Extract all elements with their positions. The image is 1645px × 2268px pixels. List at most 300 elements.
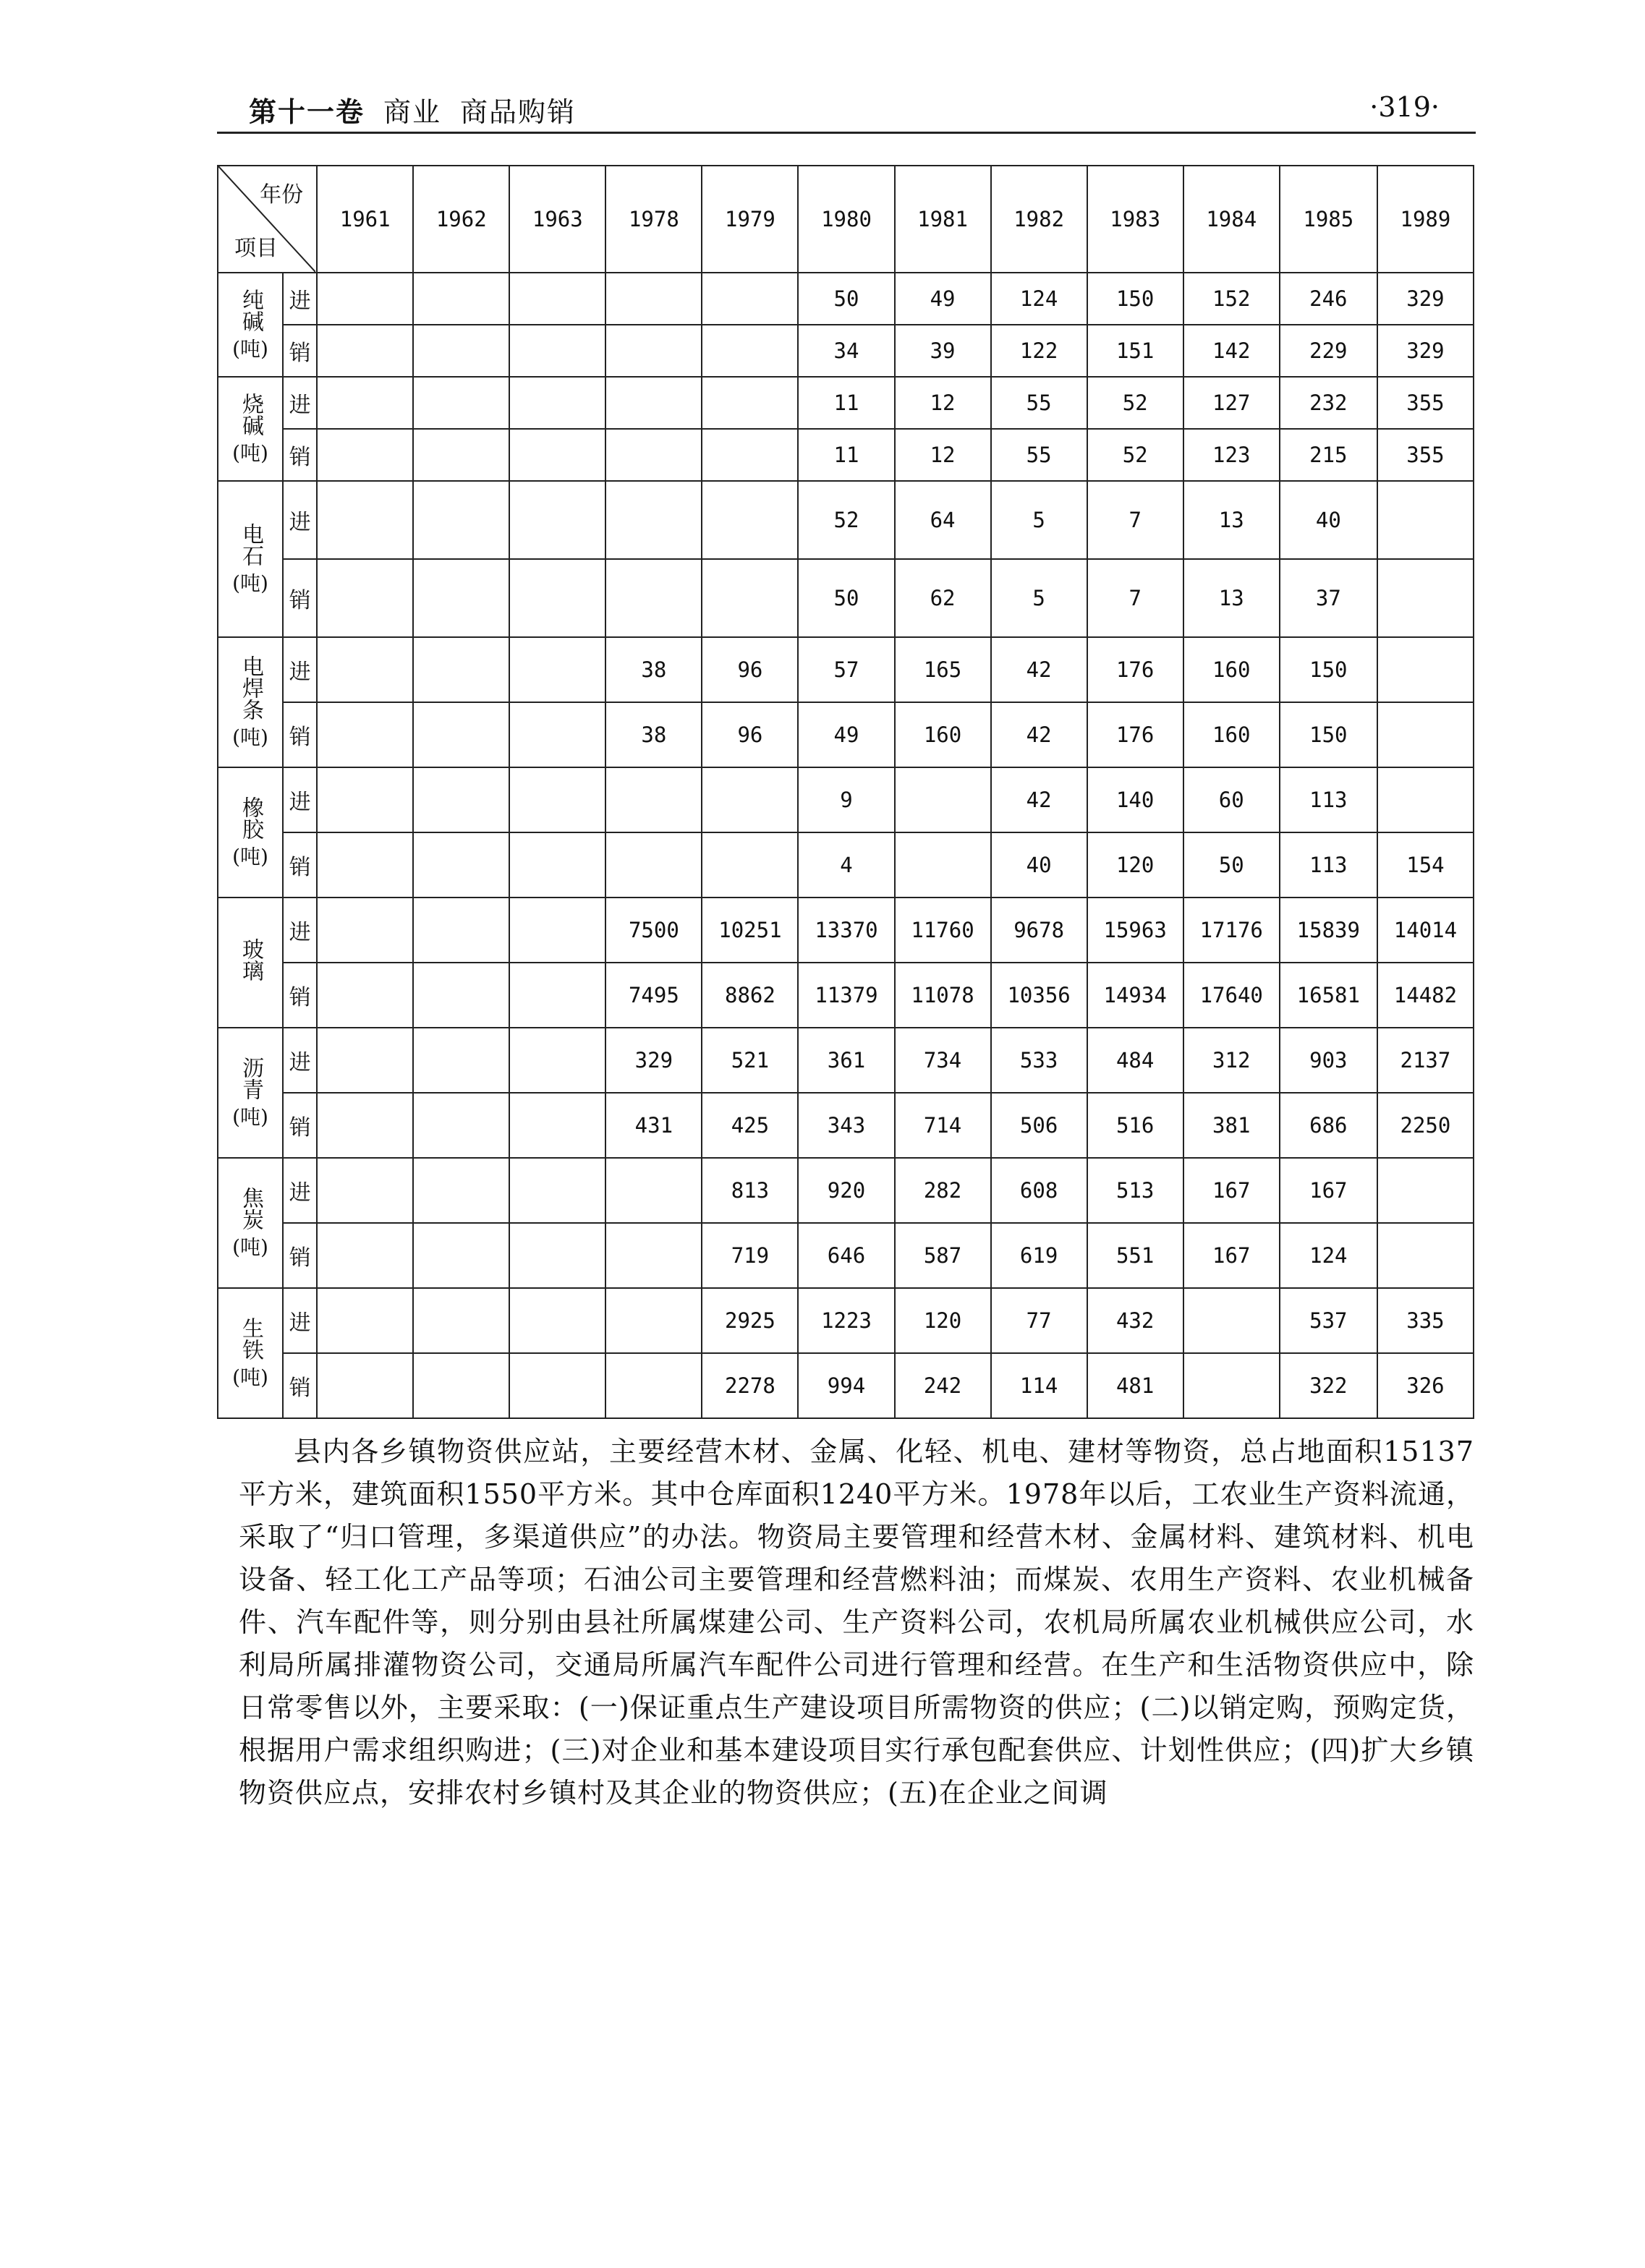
value-cell: 9 (798, 767, 894, 832)
item-name-cell (218, 898, 283, 1028)
value-cell (509, 1288, 605, 1353)
value-cell (1183, 1353, 1280, 1418)
value-cell: 154 (1377, 832, 1474, 898)
corner-cell (218, 166, 317, 273)
year-header: 1981 (895, 166, 991, 273)
value-cell (509, 702, 605, 767)
purchase-label: 进 (283, 377, 317, 429)
value-cell: 355 (1377, 429, 1474, 481)
value-cell: 34 (798, 325, 894, 377)
value-cell: 55 (991, 377, 1087, 429)
value-cell (1377, 702, 1474, 767)
value-cell (895, 832, 991, 898)
value-cell: 42 (991, 637, 1087, 702)
sales-label: 销 (283, 1353, 317, 1418)
value-cell (413, 325, 509, 377)
value-cell (509, 832, 605, 898)
item-name: 沥青 (238, 1056, 264, 1100)
value-cell (605, 832, 702, 898)
value-cell: 587 (895, 1223, 991, 1288)
value-cell: 140 (1087, 767, 1183, 832)
value-cell: 150 (1280, 637, 1377, 702)
value-cell: 113 (1280, 832, 1377, 898)
value-cell: 2925 (702, 1288, 798, 1353)
value-cell (509, 637, 605, 702)
value-cell: 12 (895, 377, 991, 429)
value-cell (509, 1223, 605, 1288)
value-cell: 7 (1087, 481, 1183, 559)
item-name: 玻璃 (238, 937, 264, 981)
item-name: 纯碱 (238, 288, 264, 332)
value-cell: 7 (1087, 559, 1183, 637)
value-cell (509, 377, 605, 429)
item-name: 电焊条 (238, 655, 264, 720)
value-cell: 355 (1377, 377, 1474, 429)
value-cell (413, 429, 509, 481)
value-cell (605, 559, 702, 637)
item-unit: (吨) (232, 1235, 268, 1260)
value-cell: 322 (1280, 1353, 1377, 1418)
value-cell: 246 (1280, 273, 1377, 325)
value-cell (317, 559, 413, 637)
value-cell: 49 (798, 702, 894, 767)
value-cell: 2278 (702, 1353, 798, 1418)
value-cell (317, 963, 413, 1028)
table-row (218, 1353, 1474, 1418)
item-name-cell (218, 637, 283, 767)
value-cell (317, 1288, 413, 1353)
value-cell: 2137 (1377, 1028, 1474, 1093)
value-cell: 38 (605, 702, 702, 767)
table-row (218, 898, 1474, 963)
value-cell: 7500 (605, 898, 702, 963)
value-cell: 42 (991, 767, 1087, 832)
value-cell: 12 (895, 429, 991, 481)
value-cell: 7495 (605, 963, 702, 1028)
value-cell (702, 429, 798, 481)
value-cell (702, 832, 798, 898)
year-header: 1978 (605, 166, 702, 273)
table-row (218, 1223, 1474, 1288)
value-cell (605, 273, 702, 325)
value-cell: 329 (1377, 325, 1474, 377)
value-cell (317, 1353, 413, 1418)
value-cell (317, 377, 413, 429)
item-unit: (吨) (232, 725, 268, 750)
item-name: 烧碱 (238, 392, 264, 436)
year-header: 1980 (798, 166, 894, 273)
value-cell: 537 (1280, 1288, 1377, 1353)
year-header: 1989 (1377, 166, 1474, 273)
purchase-label: 进 (283, 481, 317, 559)
item-name: 焦炭 (238, 1186, 264, 1230)
value-cell: 50 (798, 559, 894, 637)
value-cell: 16581 (1280, 963, 1377, 1028)
value-cell (317, 1028, 413, 1093)
item-unit: (吨) (232, 845, 268, 869)
value-cell (605, 1353, 702, 1418)
value-cell (413, 637, 509, 702)
table-row (218, 637, 1474, 702)
value-cell (605, 1223, 702, 1288)
value-cell: 619 (991, 1223, 1087, 1288)
value-cell (317, 273, 413, 325)
value-cell (317, 702, 413, 767)
value-cell (1377, 637, 1474, 702)
purchase-label: 进 (283, 1288, 317, 1353)
value-cell: 343 (798, 1093, 894, 1158)
value-cell: 326 (1377, 1353, 1474, 1418)
value-cell: 10251 (702, 898, 798, 963)
value-cell (413, 767, 509, 832)
value-cell (605, 1158, 702, 1223)
value-cell: 52 (1087, 429, 1183, 481)
item-name-cell (218, 377, 283, 481)
value-cell: 14014 (1377, 898, 1474, 963)
value-cell: 1223 (798, 1288, 894, 1353)
value-cell (702, 273, 798, 325)
value-cell (605, 481, 702, 559)
table-row (218, 481, 1474, 559)
value-cell: 96 (702, 702, 798, 767)
body-paragraph: 县内各乡镇物资供应站，主要经营木材、金属、化轻、机电、建材等物资，总占地面积15137平方米，建筑面积1550平方米。其中仓库面积1240平方米。1978年以后，工农业生产资料流通，采取了“归口管理，多渠道供应”的办法。物资局主要管理和经营木材、金属材料、建筑材料、机电设备、轻工化工产品等项；石油公司主要管理和经营燃料油；而煤炭、农用生产资料、农业机械备件、汽车配件等，则分别由县社所属煤建公司、生产资料公司，农机局所属农业机械供应公司，水利局所属排灌物资公司，交通局所属汽车配件公司进行管理和经营。在生产和生活物资供应中，除日常零售以外，主要采取：(一)保证重点生产建设项目所需物资的供应；(二)以销定购，预购定货，根据用户需求组织购进；(三)对企业和基本建设项目实行承包配套供应、计划性供应；(四)扩大乡镇物资供应点，安排农村乡镇村及其企业的物资供应；(五)在企业之间调 (239, 1436, 1474, 1809)
value-cell: 120 (895, 1288, 991, 1353)
value-cell (317, 1158, 413, 1223)
value-cell (413, 1223, 509, 1288)
value-cell: 5 (991, 481, 1087, 559)
value-cell: 50 (798, 273, 894, 325)
value-cell: 329 (1377, 273, 1474, 325)
value-cell: 2250 (1377, 1093, 1474, 1158)
running-title (249, 90, 576, 129)
value-cell (702, 325, 798, 377)
value-cell: 50 (1183, 832, 1280, 898)
value-cell (1377, 559, 1474, 637)
value-cell: 15839 (1280, 898, 1377, 963)
value-cell: 920 (798, 1158, 894, 1223)
table-row (218, 702, 1474, 767)
value-cell (509, 1028, 605, 1093)
value-cell (413, 1353, 509, 1418)
value-cell: 62 (895, 559, 991, 637)
value-cell: 123 (1183, 429, 1280, 481)
year-header: 1984 (1183, 166, 1280, 273)
value-cell (413, 832, 509, 898)
table-row (218, 429, 1474, 481)
body-text (239, 1431, 1474, 1815)
value-cell: 686 (1280, 1093, 1377, 1158)
purchase-label: 进 (283, 767, 317, 832)
value-cell: 381 (1183, 1093, 1280, 1158)
value-cell: 282 (895, 1158, 991, 1223)
sales-label: 销 (283, 325, 317, 377)
year-header: 1982 (991, 166, 1087, 273)
value-cell: 11760 (895, 898, 991, 963)
value-cell: 39 (895, 325, 991, 377)
sales-label: 销 (283, 559, 317, 637)
purchase-label: 进 (283, 637, 317, 702)
value-cell: 165 (895, 637, 991, 702)
value-cell (509, 273, 605, 325)
value-cell (509, 429, 605, 481)
table-row (218, 325, 1474, 377)
value-cell (317, 1093, 413, 1158)
value-cell: 64 (895, 481, 991, 559)
item-name-cell (218, 1028, 283, 1158)
value-cell (317, 325, 413, 377)
table-row (218, 273, 1474, 325)
value-cell (509, 963, 605, 1028)
value-cell: 38 (605, 637, 702, 702)
value-cell: 13370 (798, 898, 894, 963)
value-cell: 176 (1087, 702, 1183, 767)
value-cell (702, 377, 798, 429)
value-cell: 714 (895, 1093, 991, 1158)
item-name-cell (218, 1158, 283, 1288)
value-cell: 329 (605, 1028, 702, 1093)
value-cell: 14934 (1087, 963, 1183, 1028)
item-name: 电石 (238, 522, 264, 566)
value-cell (509, 325, 605, 377)
value-cell (1183, 1288, 1280, 1353)
value-cell (509, 1353, 605, 1418)
value-cell: 17176 (1183, 898, 1280, 963)
value-cell (317, 898, 413, 963)
item-name-cell (218, 767, 283, 898)
value-cell (605, 325, 702, 377)
value-cell (317, 637, 413, 702)
sales-label: 销 (283, 1093, 317, 1158)
value-cell: 60 (1183, 767, 1280, 832)
sales-label: 销 (283, 702, 317, 767)
value-cell: 335 (1377, 1288, 1474, 1353)
value-cell: 11 (798, 377, 894, 429)
value-cell: 14482 (1377, 963, 1474, 1028)
value-cell: 17640 (1183, 963, 1280, 1028)
table-header-row (218, 166, 1474, 273)
value-cell (317, 767, 413, 832)
item-unit: (吨) (232, 571, 268, 596)
value-cell: 361 (798, 1028, 894, 1093)
value-cell (317, 481, 413, 559)
item-name-cell (218, 481, 283, 637)
value-cell (509, 767, 605, 832)
value-cell: 719 (702, 1223, 798, 1288)
purchase-label: 进 (283, 1028, 317, 1093)
year-header: 1985 (1280, 166, 1377, 273)
value-cell: 160 (895, 702, 991, 767)
value-cell (509, 1093, 605, 1158)
table-row (218, 1158, 1474, 1223)
value-cell: 77 (991, 1288, 1087, 1353)
year-header: 1963 (509, 166, 605, 273)
table-row (218, 832, 1474, 898)
value-cell (317, 1223, 413, 1288)
value-cell: 167 (1183, 1223, 1280, 1288)
value-cell: 49 (895, 273, 991, 325)
value-cell: 232 (1280, 377, 1377, 429)
item-unit: (吨) (232, 441, 268, 466)
table-row (218, 963, 1474, 1028)
value-cell: 160 (1183, 702, 1280, 767)
value-cell: 124 (1280, 1223, 1377, 1288)
value-cell: 152 (1183, 273, 1280, 325)
materials-table (217, 165, 1474, 1419)
sales-label: 销 (283, 429, 317, 481)
value-cell: 432 (1087, 1288, 1183, 1353)
value-cell: 167 (1280, 1158, 1377, 1223)
value-cell: 151 (1087, 325, 1183, 377)
value-cell: 40 (991, 832, 1087, 898)
value-cell (605, 767, 702, 832)
section-label: 商业 (383, 96, 442, 128)
value-cell (702, 481, 798, 559)
value-cell (702, 767, 798, 832)
value-cell: 96 (702, 637, 798, 702)
purchase-label: 进 (283, 1158, 317, 1223)
value-cell: 55 (991, 429, 1087, 481)
value-cell: 11 (798, 429, 894, 481)
value-cell: 167 (1183, 1158, 1280, 1223)
value-cell: 52 (798, 481, 894, 559)
value-cell: 113 (1280, 767, 1377, 832)
sales-label: 销 (283, 1223, 317, 1288)
item-unit: (吨) (232, 1365, 268, 1390)
value-cell: 8862 (702, 963, 798, 1028)
value-cell: 994 (798, 1353, 894, 1418)
value-cell: 312 (1183, 1028, 1280, 1093)
value-cell: 229 (1280, 325, 1377, 377)
value-cell (702, 559, 798, 637)
value-cell (1377, 767, 1474, 832)
table-row (218, 767, 1474, 832)
value-cell: 516 (1087, 1093, 1183, 1158)
item-name-cell (218, 273, 283, 377)
value-cell: 551 (1087, 1223, 1183, 1288)
value-cell: 646 (798, 1223, 894, 1288)
value-cell: 608 (991, 1158, 1087, 1223)
year-header: 1983 (1087, 166, 1183, 273)
value-cell: 127 (1183, 377, 1280, 429)
value-cell: 37 (1280, 559, 1377, 637)
value-cell (1377, 1223, 1474, 1288)
table-row (218, 1028, 1474, 1093)
value-cell: 114 (991, 1353, 1087, 1418)
value-cell: 150 (1280, 702, 1377, 767)
value-cell (509, 559, 605, 637)
value-cell (895, 767, 991, 832)
value-cell (413, 481, 509, 559)
value-cell: 533 (991, 1028, 1087, 1093)
value-cell: 903 (1280, 1028, 1377, 1093)
value-cell: 11078 (895, 963, 991, 1028)
value-cell: 521 (702, 1028, 798, 1093)
value-cell: 150 (1087, 273, 1183, 325)
table-row (218, 1093, 1474, 1158)
value-cell: 484 (1087, 1028, 1183, 1093)
table-row (218, 1288, 1474, 1353)
page-header (217, 85, 1476, 130)
value-cell (1377, 1158, 1474, 1223)
value-cell (605, 429, 702, 481)
purchase-label: 进 (283, 273, 317, 325)
value-cell: 57 (798, 637, 894, 702)
value-cell (509, 1158, 605, 1223)
page-number: ·319· (1369, 91, 1440, 123)
value-cell: 9678 (991, 898, 1087, 963)
year-header: 1979 (702, 166, 798, 273)
value-cell: 4 (798, 832, 894, 898)
volume-label: 第十一卷 (249, 96, 365, 128)
value-cell: 120 (1087, 832, 1183, 898)
value-cell (509, 481, 605, 559)
value-cell: 142 (1183, 325, 1280, 377)
value-cell (317, 832, 413, 898)
value-cell: 10356 (991, 963, 1087, 1028)
subsection-label: 商品购销 (460, 96, 577, 128)
value-cell: 813 (702, 1158, 798, 1223)
value-cell: 242 (895, 1353, 991, 1418)
value-cell: 215 (1280, 429, 1377, 481)
value-cell: 431 (605, 1093, 702, 1158)
sales-label: 销 (283, 963, 317, 1028)
value-cell (413, 273, 509, 325)
item-name: 生铁 (238, 1316, 264, 1360)
value-cell: 160 (1183, 637, 1280, 702)
value-cell: 40 (1280, 481, 1377, 559)
header-rule (217, 132, 1476, 134)
value-cell: 15963 (1087, 898, 1183, 963)
value-cell (413, 702, 509, 767)
value-cell (413, 1093, 509, 1158)
value-cell (605, 1288, 702, 1353)
year-header: 1961 (317, 166, 413, 273)
value-cell (413, 559, 509, 637)
value-cell (1377, 481, 1474, 559)
value-cell: 513 (1087, 1158, 1183, 1223)
item-name: 橡胶 (238, 796, 264, 840)
sales-label: 销 (283, 832, 317, 898)
corner-item-label: 项目 (234, 236, 278, 261)
item-unit: (吨) (232, 1105, 268, 1130)
value-cell (413, 898, 509, 963)
value-cell (317, 429, 413, 481)
value-cell: 52 (1087, 377, 1183, 429)
value-cell: 506 (991, 1093, 1087, 1158)
value-cell: 734 (895, 1028, 991, 1093)
value-cell (413, 963, 509, 1028)
purchase-label: 进 (283, 898, 317, 963)
value-cell (413, 377, 509, 429)
corner-year-label: 年份 (260, 182, 304, 208)
table-row (218, 377, 1474, 429)
value-cell (509, 898, 605, 963)
value-cell: 11379 (798, 963, 894, 1028)
value-cell: 425 (702, 1093, 798, 1158)
value-cell: 42 (991, 702, 1087, 767)
item-unit: (吨) (232, 337, 268, 362)
value-cell (605, 377, 702, 429)
year-header: 1962 (413, 166, 509, 273)
item-name-cell (218, 1288, 283, 1418)
value-cell: 122 (991, 325, 1087, 377)
value-cell (413, 1028, 509, 1093)
value-cell: 481 (1087, 1353, 1183, 1418)
value-cell: 13 (1183, 481, 1280, 559)
value-cell: 176 (1087, 637, 1183, 702)
value-cell: 5 (991, 559, 1087, 637)
value-cell (413, 1288, 509, 1353)
